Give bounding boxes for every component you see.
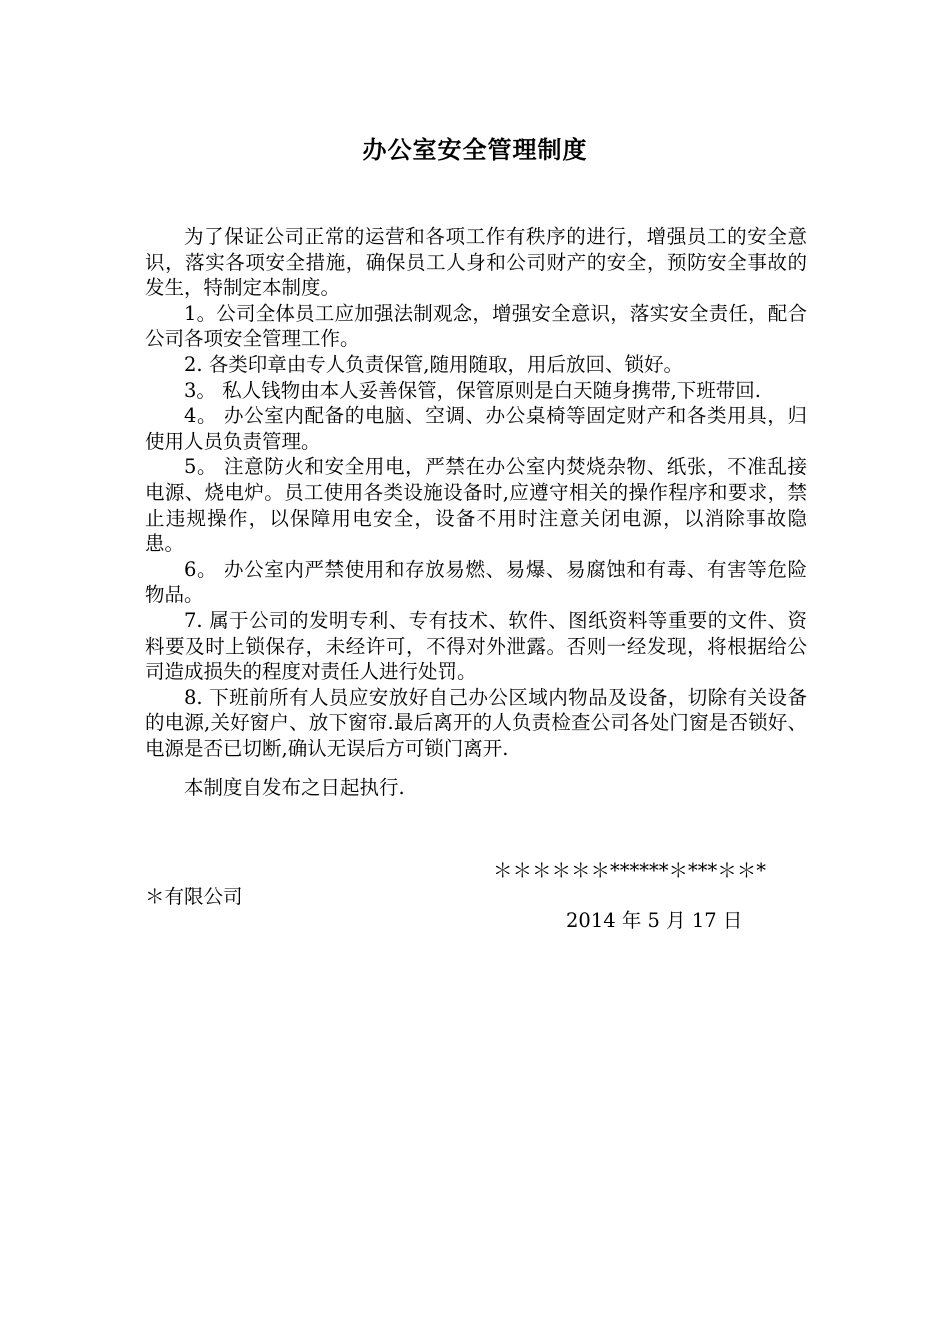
rule-2: 2. 各类印章由专人负责保管,随用随取，用后放回、锁好。 — [184, 352, 684, 376]
signature-stars: ＊＊＊＊＊＊******＊***＊＊* — [493, 859, 767, 882]
document-date: 2014 年 5 月 17 日 — [566, 909, 743, 932]
rule-5: 5。 注意防火和安全用电，严禁在办公室内焚烧杂物、纸张，不准乱接电源、烧电炉。员工使用各类设施设备时,应遵守相关的操作程序和要求，禁止违规操作，以保障用电安全，设备不用时注意关闭电源，以消除事故隐患。 — [145, 455, 807, 556]
rule-6: 6。 办公室内严禁使用和存放易燃、易爆、易腐蚀和有毒、有害等危险物品。 — [145, 557, 807, 607]
document-body — [145, 224, 807, 801]
rule-4: 4。 办公室内配备的电脑、空调、办公桌椅等固定财产和各类用具，归使用人员负责管理。 — [145, 404, 807, 453]
closing-statement: 本制度自发布之日起执行. — [184, 776, 405, 800]
rule-7: 7. 属于公司的发明专利、专有技术、软件、图纸资料等重要的文件、资料要及时上锁保存，未经许可，不得对外泄露。否则一经发现，将根据给公司造成损失的程度对责任人进行处罚。 — [145, 608, 807, 684]
rule-3: 3。 私人钱物由本人妥善保管，保管原则是白天随身携带,下班带回. — [184, 378, 762, 402]
document-title: 办公室安全管理制度 — [362, 135, 588, 164]
rule-1: 1。公司全体员工应加强法制观念，增强安全意识，落实安全责任，配合公司各项安全管理工作。 — [145, 301, 807, 351]
rule-8: 8. 下班前所有人员应安放好自己办公区域内物品及设备，切除有关设备的电源,关好窗户、放下窗帘.最后离开的人负责检查公司各处门窗是否锁好、电源是否已切断,确认无误后方可锁门离开. — [145, 685, 807, 760]
company-name: ＊有限公司 — [145, 885, 243, 908]
intro-paragraph: 为了保证公司正常的运营和各项工作有秩序的进行，增强员工的安全意识，落实各项安全措施，确保员工人身和公司财产的安全，预防安全事故的发生，特制定本制度。 — [145, 225, 807, 300]
